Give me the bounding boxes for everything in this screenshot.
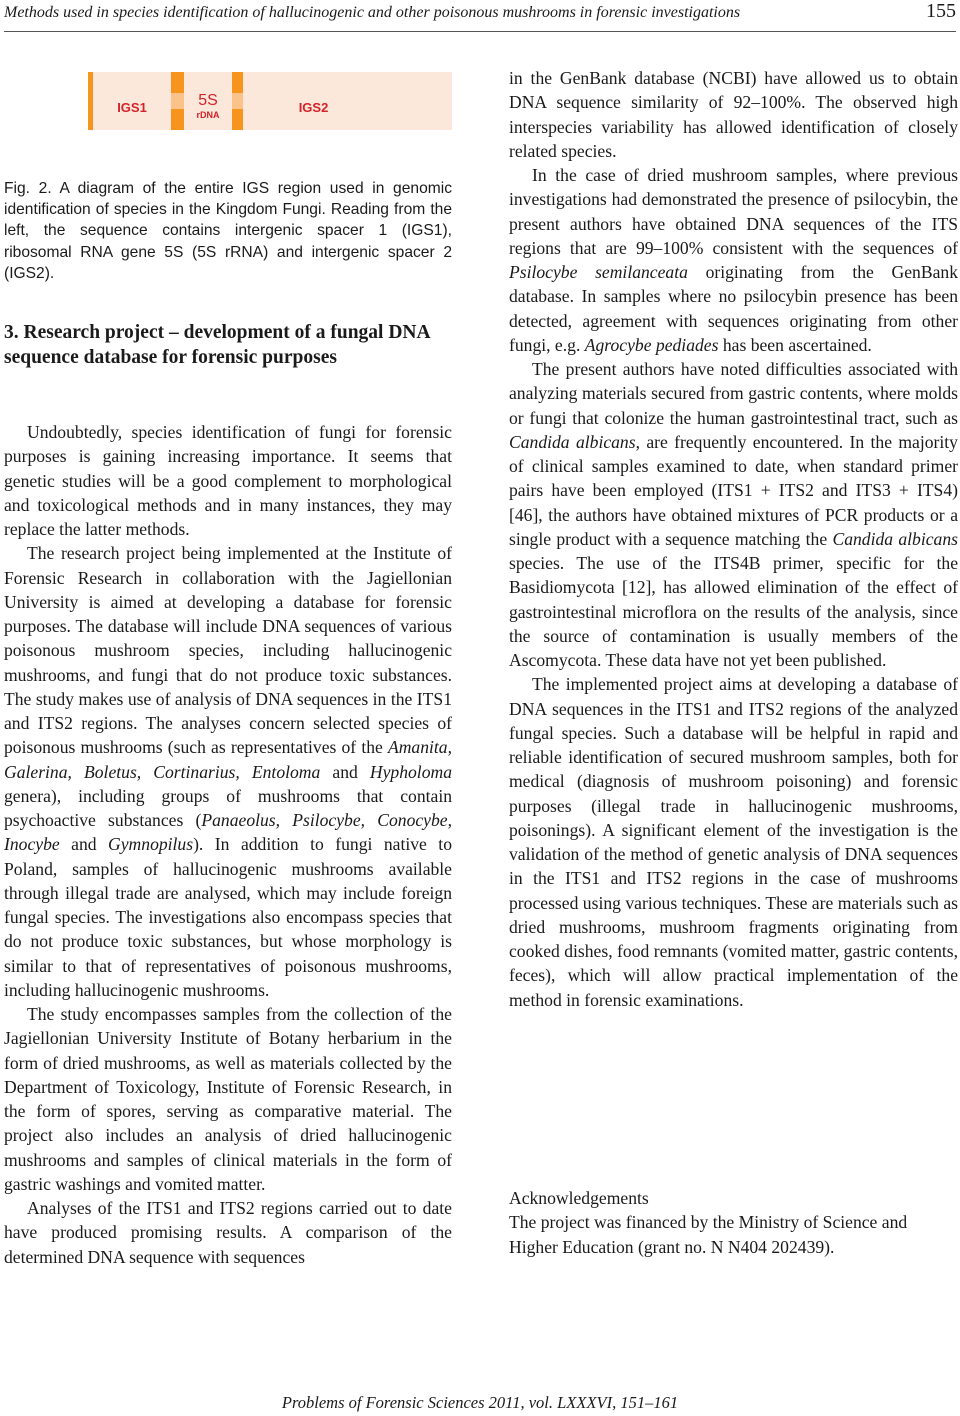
species-candida: Candida albicans [832, 528, 958, 549]
species-candida: Candida albicans [509, 431, 636, 452]
paragraph-2-text: and [320, 761, 370, 782]
paragraph-2-text: ). In addition to fungi native to Poland, samples of hallucinogenic mushrooms available through illegal trade are analysed, which may include foreign fungal species. The investigations also encompass species that do not produce toxic substances, but whose morphology is similar to that of representatives of poisonous mushrooms, including hallucinogenic mushrooms. [4, 834, 452, 1000]
running-title: Methods used in species identification of hallucinogenic and other poisonous mushrooms in forensic investigations [4, 4, 741, 21]
page-number: 155 [926, 0, 956, 22]
genus-list-psychoactive: Panaeolus, Psilocybe, Conocybe, Inocybe [4, 810, 452, 855]
paragraph-1: Undoubtedly, species identification of fungi for forensic purposes is gaining increasing importance. It seems that genetic studies will be a good complement to morphological and toxicological methods and in many instances, they may replace the latter methods. [4, 422, 452, 539]
igs2-segment [243, 72, 452, 130]
right-paragraph-3-text: The present authors have noted difficulties associated with analyzing materials secured from gastric contents, where molds or fungi that colonize the human gastrointestinal tract, such as [509, 359, 958, 428]
right-paragraph-2 [509, 163, 958, 357]
genus-gymnopilus: Gymnopilus [108, 834, 194, 855]
igs1-segment [93, 72, 171, 130]
igs2-label: IGS2 [298, 100, 329, 115]
right-paragraph-2-text: originating from the GenBank database. In samples where no psilocybin presence has been detected, agreement with sequences originating from other fungi, e.g. [509, 262, 958, 355]
paragraph-2-text: and [59, 834, 109, 855]
acknowledgements-text: The project was financed by the Ministry of Science and Higher Education (grant no. N N404 202439). [509, 1212, 908, 1257]
paragraph-3: The study encompasses samples from the collection of the Jagiellonian University Institute of Botany herbarium in the form of dried mushrooms, as well as materials collected by the Department of Toxicology, Institute of Forensic Research, in the form of spores, serving as comparative material. The project also includes an analysis of dried hallucinogenic mushrooms and samples of clinical materials in the form of gastric washings and vomited matter. [4, 1004, 452, 1194]
right-paragraph-3 [509, 357, 958, 672]
right-paragraph-3-text: species. The use of the ITS4B primer, specific for the Basidiomycota [12], has allowed elimination of the effect of gastrointestinal microflora on the results of the analysis, since the source of contamination is usually members of the Ascomycota. These data have not yet been published. [509, 553, 958, 670]
right-paragraph-1: in the GenBank database (NCBI) have allowed us to obtain DNA sequence similarity of 92–100%. The observed high interspecies variability has allowed identification of closely related species. [509, 68, 958, 161]
journal-footer: Problems of Forensic Sciences 2011, vol. LXXXVI, 151–161 [281, 1393, 679, 1412]
acknowledgements [509, 1186, 958, 1259]
5s-label: 5S [198, 92, 218, 109]
genus-list-poisonous: Amanita, Galerina, Boletus, Cortinarius, Entoloma [4, 737, 452, 782]
running-header [4, 2, 956, 28]
acknowledgements-heading: Acknowledgements [509, 1188, 649, 1208]
paragraph-2 [4, 541, 452, 1002]
right-column [509, 66, 958, 1012]
header-rule [4, 31, 956, 32]
rdna-label: rDNA [196, 110, 220, 120]
left-column [4, 420, 452, 1269]
right-paragraph-3-text: , are frequently encountered. In the majority of clinical samples examined to date, when standard primer pairs have been employed (ITS1 + ITS2 and ITS3 + ITS4) [46], the authors have obtained mixtures of PCR products or a single product with a sequence matching the [509, 431, 958, 549]
species-psilocybe: Psilocybe semilanceata [509, 262, 688, 282]
genus-hypholoma: Hypholoma [369, 761, 452, 782]
right-paragraph-2-text: In the case of dried mushroom samples, where previous investigations had demonstrated the presence of psilocybin, the present authors have obtained DNA sequences of the ITS regions that are 99–100% consistent with the sequences of [509, 165, 958, 258]
right-paragraph-2-text: has been ascertained. [718, 334, 872, 355]
paragraph-4: Analyses of the ITS1 and ITS2 regions carried out to date have produced promising results. A comparison of the determined DNA sequence with sequences [4, 1198, 452, 1267]
right-paragraph-4: The implemented project aims at developing a database of DNA sequences in the ITS1 and ITS2 regions of the analyzed fungal species. Such a database will be helpful in rapid and reliable identification of secured mushroom samples, both for medical (diagnosis of mushroom poisoning) and forensic purposes (illegal trade in hallucinogenic mushrooms, poisonings). A significant element of the investigation is the validation of the method of genetic analysis of DNA sequences in the ITS1 and ITS2 regions in the case of mushrooms processed using various techniques. These are materials such as dried mushrooms, mushroom fragments originating from cooked dishes, food remnants (vomited matter, gastric contents, feces), which will allow practical implementation of the method in forensic examinations. [509, 674, 958, 1010]
igs1-label: IGS1 [117, 100, 147, 115]
paragraph-2-text: The research project being implemented at the Institute of Forensic Research in collaboration with the Jagiellonian University is aimed at developing a database for forensic purposes. The database will include DNA sequences of various poisonous mushroom species, including hallucinogenic mushrooms, and fungi that do not produce toxic substances. The study makes use of analysis of DNA sequences in the ITS1 and ITS2 regions. The analyses concern selected species of poisonous mushrooms (such as representatives of the [4, 543, 452, 758]
species-agrocybe: Agrocybe pediades [584, 334, 719, 355]
igs-region-diagram [88, 72, 452, 130]
figure-caption: Fig. 2. A diagram of the entire IGS region used in genomic identification of species in the Kingdom Fungi. Reading from the left, the sequence contains intergenic spacer 1 (IGS1), ribosomal RNA gene 5S (5S rRNA) and intergenic spacer 2 (IGS2). [4, 179, 452, 283]
section-heading: 3. Research project – development of a fungal DNA sequence database for forensic purposes [4, 322, 430, 368]
paragraph-2-text: genera), including groups of mushrooms that contain psychoactive substances ( [4, 785, 452, 830]
